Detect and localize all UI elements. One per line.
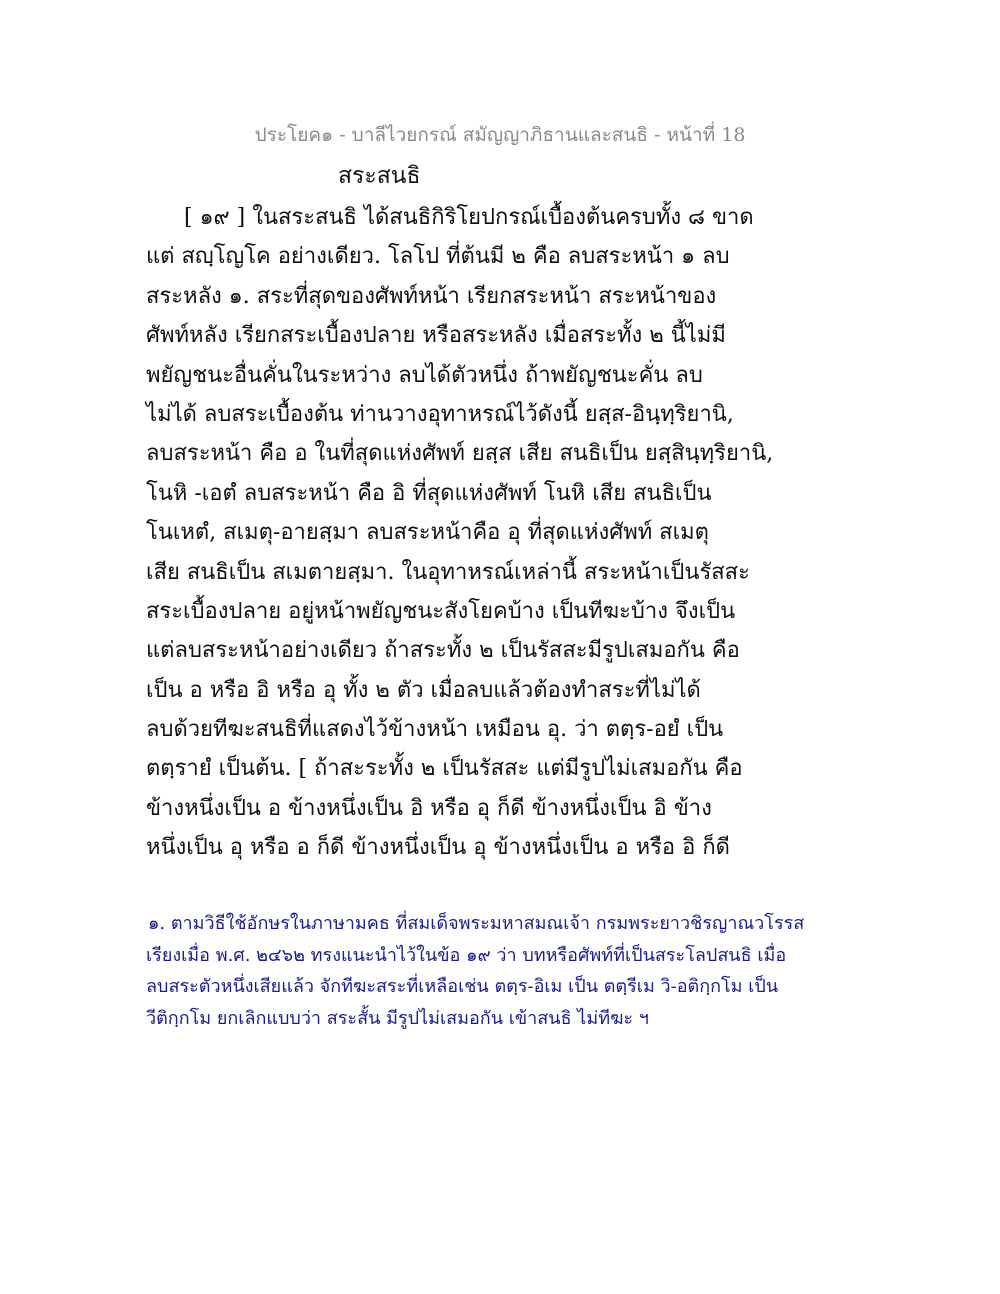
footnote-line: เรียงเมื่อ พ.ศ. ๒๔๖๒ ทรงแนะนำไว้ในข้อ ๑๙ ว่า บทหรือศัพท์ที่เป็นสระโลปสนธิ เมื่อ	[146, 944, 787, 966]
body-line: ข้างหนึ่งเป็น อ ข้างหนึ่งเป็น อิ หรือ อุ ก็ดี ข้างหนึ่งเป็น อิ ข้าง	[146, 795, 712, 821]
footnote-line: ๑. ตามวิธีใช้อักษรในภาษามคธ ที่สมเด็จพระมหาสมณเจ้า กรมพระยาวชิรญาณวโรรส	[148, 913, 805, 934]
body-line: หนึ่งเป็น อุ หรือ อ ก็ดี ข้างหนึ่งเป็น อุ ข้างหนึ่งเป็น อ หรือ อิ ก็ดี	[146, 835, 730, 861]
footnote-line: ลบสระตัวหนึ่งเสียแล้ว จักทีฆะสระที่เหลือเช่น ตตฺร-อิเม เป็น ตตฺรีเม วิ-อติกฺกโม เป็น	[146, 976, 779, 997]
body-line: ตตฺรายํ เป็นต้น. [ ถ้าสะระทั้ง ๒ เป็นรัสสะ แต่มีรูปไม่เสมอกัน คือ	[146, 756, 743, 782]
page-header: ประโยค๑ - บาลีไวยกรณ์ สมัญญาภิธานและสนธิ - หน้าที่ 18	[254, 124, 746, 146]
body-line: ศัพท์หลัง เรียกสระเบื้องปลาย หรือสระหลัง เมื่อสระทั้ง ๒ นี้ไม่มี	[146, 323, 726, 349]
footnote	[146, 908, 866, 1034]
body-line: สระหลัง ๑. สระที่สุดของศัพท์หน้า เรียกสระหน้า สระหน้าของ	[146, 283, 717, 309]
body-line: แต่ลบสระหน้าอย่างเดียว ถ้าสระทั้ง ๒ เป็นรัสสะมีรูปเสมอกัน คือ	[146, 638, 740, 664]
body-line: ลบสระหน้า คือ อ ในที่สุดแห่งศัพท์ ยสฺส เสีย สนธิเป็น ยสฺสินฺทฺริยานิ,	[146, 441, 774, 467]
body-line: โนเหตํ, สเมตุ-อายสฺมา ลบสระหน้าคือ อุ ที่สุดแห่งศัพท์ สเมตุ	[146, 520, 709, 546]
body-line: ลบด้วยทีฆะสนธิที่แสดงไว้ข้างหน้า เหมือน อุ. ว่า ตตฺร-อยํ เป็น	[146, 717, 724, 743]
footnote-line: วีติกฺกโม ยกเลิกแบบว่า สระสั้น มีรูปไม่เสมอกัน เข้าสนธิ ไม่ทีฆะ ฯ	[146, 1007, 649, 1029]
section-title: สระสนธิ	[338, 163, 421, 189]
body-line: พยัญชนะอื่นคั่นในระหว่าง ลบได้ตัวหนึ่ง ถ้าพยัญชนะคั่น ลบ	[146, 362, 703, 388]
body-line: [ ๑๙ ] ในสระสนธิ ได้สนธิกิริโยปกรณ์เบื้องต้นครบทั้ง ๘ ขาด	[184, 205, 754, 230]
body-line: เป็น อ หรือ อิ หรือ อุ ทั้ง ๒ ตัว เมื่อลบแล้วต้องทำสระที่ไม่ได้	[146, 677, 701, 703]
body-line: ไม่ได้ ลบสระเบื้องต้น ท่านวางอุทาหรณ์ไว้ดังนี้ ยสฺส-อินฺทฺริยานิ,	[146, 401, 734, 427]
body-line: แต่ สญฺโญโค อย่างเดียว. โลโป ที่ต้นมี ๒ คือ ลบสระหน้า ๑ ลบ	[146, 244, 730, 270]
body-text	[146, 198, 846, 868]
body-line: โนหิ -เอตํ ลบสระหน้า คือ อิ ที่สุดแห่งศัพท์ โนหิ เสีย สนธิเป็น	[146, 480, 712, 506]
body-line: สระเบื้องปลาย อยู่หน้าพยัญชนะสังโยคบ้าง เป็นทีฆะบ้าง จึงเป็น	[146, 598, 736, 624]
body-line: เสีย สนธิเป็น สเมตายสฺมา. ในอุทาหรณ์เหล่านี้ สระหน้าเป็นรัสสะ	[146, 559, 750, 585]
